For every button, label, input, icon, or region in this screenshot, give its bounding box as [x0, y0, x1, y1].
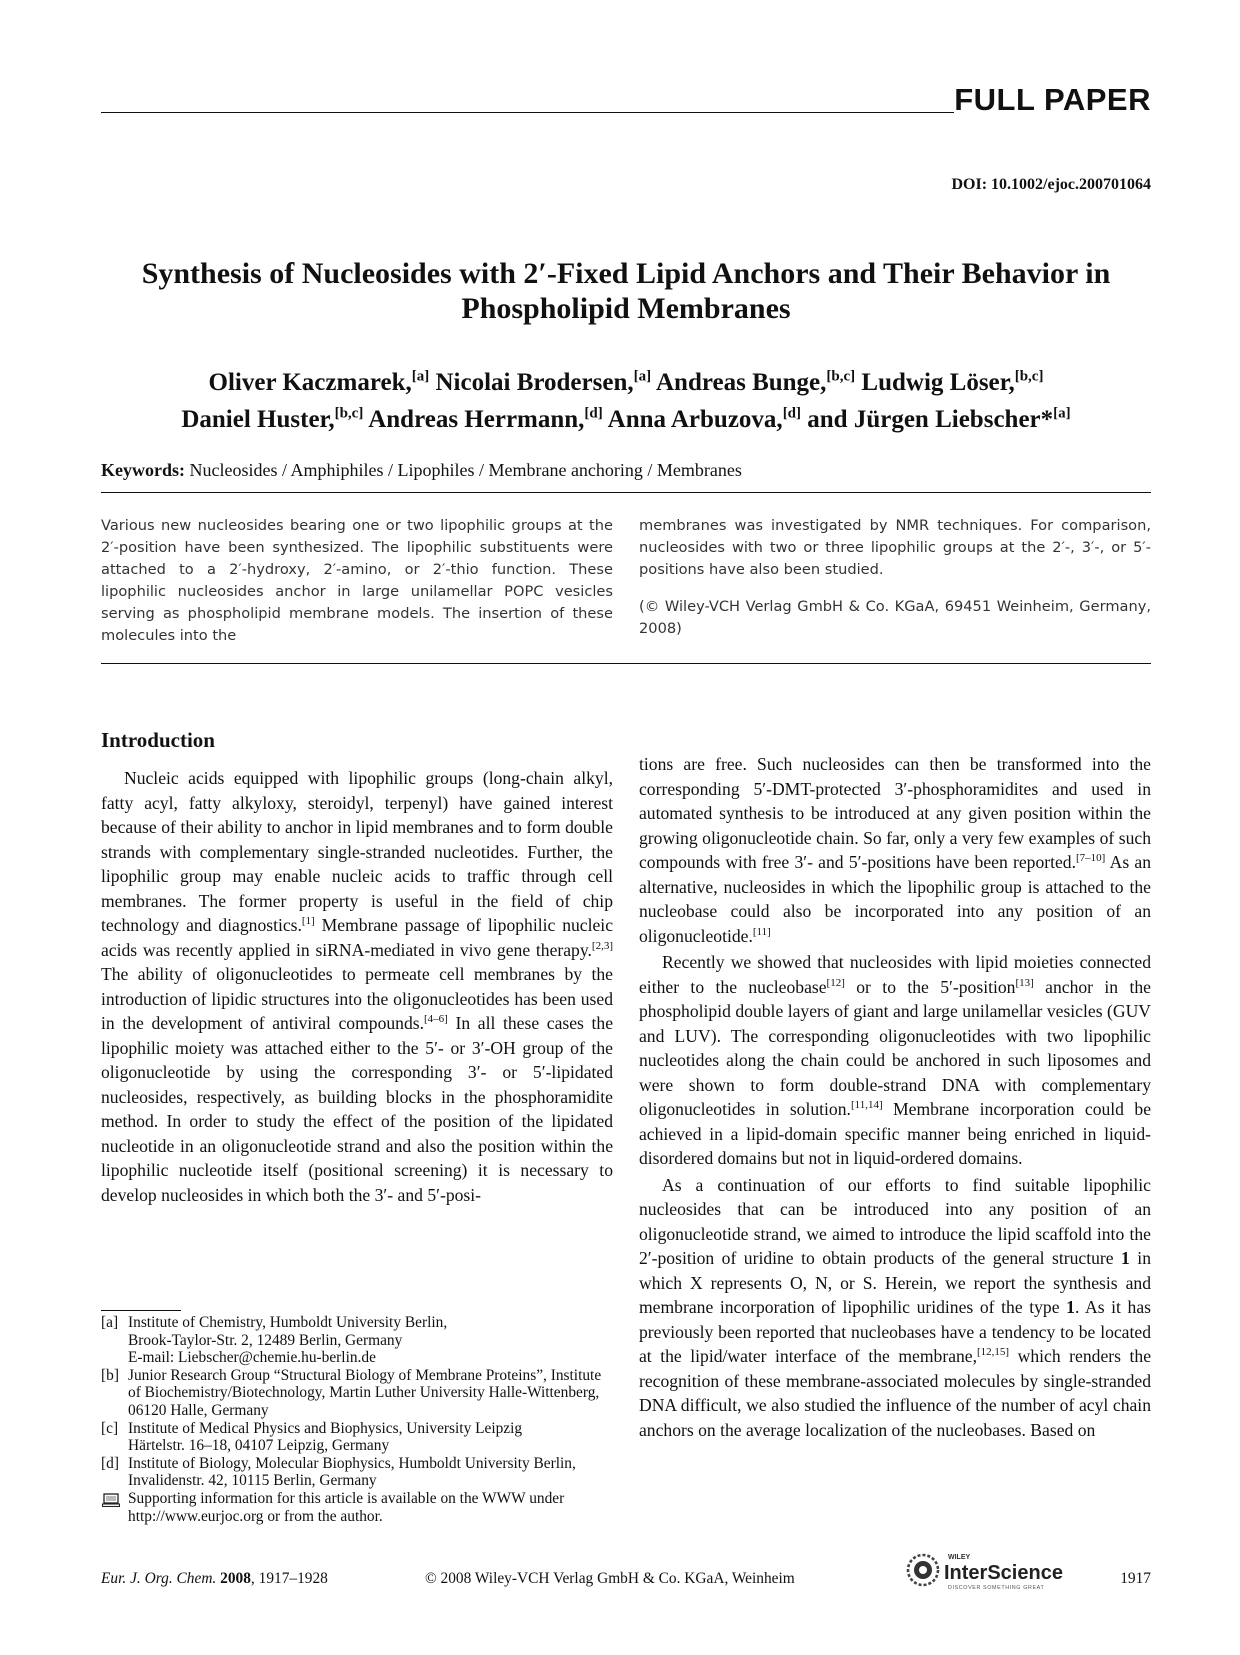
- computer-icon: [102, 1493, 120, 1507]
- footer-copyright: © 2008 Wiley-VCH Verlag GmbH & Co. KGaA, Weinheim: [425, 1570, 795, 1587]
- abstract-bottom-rule: [101, 663, 1151, 664]
- header-rule: [101, 112, 954, 113]
- footnote-rule: [101, 1310, 181, 1311]
- citation[interactable]: [1]: [301, 915, 315, 928]
- affiliation-footnotes: [101, 1314, 613, 1525]
- logo-tagline: DISCOVER SOMETHING GREAT: [948, 1585, 1045, 1591]
- citation[interactable]: [4–6]: [424, 1013, 448, 1026]
- citation[interactable]: [12]: [826, 976, 845, 989]
- keywords-list: Nucleosides / Amphiphiles / Lipophiles / Membrane anchoring / Membranes: [189, 460, 742, 480]
- supporting-information: [101, 1490, 613, 1525]
- author: Daniel Huster,[b,c]: [181, 405, 364, 433]
- citation[interactable]: [13]: [1015, 976, 1034, 989]
- abstract-text-right: membranes was investigated by NMR techniques. For comparison, nucleosides with two or three lipophilic groups at the 2′-, 3′-, or 5′-positions have also been studied.: [639, 517, 1151, 578]
- abstract-copyright: (© Wiley-VCH Verlag GmbH & Co. KGaA, 69451 Weinheim, Germany, 2008): [639, 598, 1151, 637]
- citation[interactable]: [11,14]: [850, 1099, 883, 1112]
- author: and Jürgen Liebscher*[a]: [807, 405, 1071, 433]
- author: Ludwig Löser,[b,c]: [861, 369, 1044, 397]
- journal-year: 2008: [220, 1570, 251, 1587]
- footnote-a: [a] Institute of Chemistry, Humboldt University Berlin, Brook-Taylor-Str. 2, 12489 Berlin, Germany E-mail: Liebscher@chemie.hu-berlin.de: [101, 1314, 613, 1367]
- author: Anna Arbuzova,[d]: [607, 405, 802, 433]
- author: Nicolai Brodersen,[a]: [435, 369, 652, 397]
- journal-name: Eur. J. Org. Chem.: [101, 1570, 217, 1587]
- abstract-left: [101, 515, 613, 647]
- footnote-d: [d] Institute of Biology, Molecular Biophysics, Humboldt University Berlin, Invalidenstr. 42, 10115 Berlin, Germany: [101, 1454, 576, 1490]
- paragraph: As a continuation of our efforts to find suitable lipophilic nucleosides that can be introduced into any position of an oligonucleotide strand, we aimed to introduce the lipid scaffold into the 2′-position of uridine to obtain products of the general structure 1 in which X represents O, N, or S. Herein, we report the synthesis and membrane incorporation of lipophilic uridines of the type 1. As it has previously been reported that nucleobases have a tendency to be located at the lipid/water interface of the membrane,[12,15] which renders the recognition of these membrane-associated molecules by single-stranded DNA difficult, we also studied the influence of the number of acyl chain anchors on the average localization of the nucleobases. Based on: [639, 1174, 1152, 1440]
- author-list: [101, 362, 1151, 435]
- page-number: 1917: [1120, 1570, 1151, 1587]
- citation[interactable]: [7–10]: [1076, 852, 1106, 865]
- footnote-c: [c] Institute of Medical Physics and Biophysics, University Leipzig Härtelstr. 16–18, 04107 Leipzig, Germany: [101, 1419, 523, 1455]
- supporting-info-text[interactable]: Supporting information for this article is available on the WWW under http://www.eurjoc.org or from the author.: [128, 1489, 565, 1525]
- section-label: FULL PAPER: [954, 82, 1151, 117]
- abstract-top-rule: [101, 492, 1151, 493]
- section-heading-introduction: Introduction: [101, 728, 215, 752]
- citation[interactable]: [12,15]: [977, 1346, 1010, 1359]
- footnote-b: [b] Junior Research Group “Structural Biology of Membrane Proteins”, Institute of Biochemistry/Biotechnology, Martin Luther University Halle-Wittenberg, 06120 Halle, Germany: [101, 1366, 602, 1419]
- logo-wiley: WILEY: [948, 1554, 971, 1561]
- author: Oliver Kaczmarek,[a]: [208, 369, 430, 397]
- article-title: Synthesis of Nucleosides with 2′-Fixed Lipid Anchors and Their Behavior in Phospholipid Membranes: [141, 257, 1111, 325]
- body-right-column: [639, 752, 1151, 1442]
- author: Andreas Bunge,[b,c]: [655, 369, 856, 397]
- journal-pages: , 1917–1928: [250, 1570, 328, 1587]
- journal-citation: [101, 1570, 328, 1588]
- paragraph: tions are free. Such nucleosides can then be transformed into the corresponding 5′-DMT-protected 3′-phosphoramidites and used in automated synthesis to be introduced at any given position within the growing oligonucleotide chain. So far, only a very few examples of such compounds with free 3′- and 5′-positions have been reported.[7–10] As an alternative, nucleosides in which the lipophilic group is attached to the nucleobase could also be incorporated into any position of an oligonucleotide.[11]: [639, 754, 1151, 946]
- interscience-logo[interactable]: [904, 1548, 1069, 1592]
- keywords: [101, 460, 742, 481]
- paragraph: Nucleic acids equipped with lipophilic groups (long-chain alkyl, fatty acyl, fatty alkyloxy, steroidyl, terpenyl) have gained interest because of their ability to anchor in lipid membranes and to form double strands with complementary single-stranded nucleotides. Further, the lipophilic group may enable nucleic acids to traffic through cell membranes. The former property is useful in the field of chip technology and diagnostics.[1] Membrane passage of lipophilic nucleic acids was recently applied in siRNA-mediated in vivo gene therapy.[2,3] The ability of oligonucleotides to permeate cell membranes by the introduction of lipidic structures into the oligonucleotides has been used in the development of antiviral compounds.[4–6] In all these cases the lipophilic moiety was attached either to the 5′- or 3′-OH group of the oligonucleotide by using the corresponding 3′- or 5′-lipidated nucleosides, respectively, as building blocks in the phosphoramidite method. In order to study the effect of the position of the lipidated nucleotide in an oligonucleotide strand and also the position within the lipophilic nucleotide itself (positional screening) it is necessary to develop nucleosides in which both the 3′- and 5′-posi-: [101, 768, 614, 1205]
- doi[interactable]: DOI: 10.1002/ejoc.200701064: [951, 176, 1151, 193]
- author: Andreas Herrmann,[d]: [368, 405, 603, 433]
- citation[interactable]: [11]: [752, 925, 771, 938]
- abstract-text-left: Various new nucleosides bearing one or two lipophilic groups at the 2′-position have been synthesized. The lipophilic substituents were attached to a 2′-hydroxy, 2′-amino, or 2′-thio function. These lipophilic nucleosides anchor in large unilamellar POPC vesicles serving as phospholipid membrane models. The insertion of these molecules into the: [101, 517, 613, 644]
- globe-icon: [908, 1555, 938, 1585]
- body-left-column: [101, 766, 613, 1207]
- keywords-label: Keywords:: [101, 460, 185, 480]
- abstract-right: [639, 515, 1151, 640]
- logo-interscience: InterScience: [944, 1562, 1063, 1584]
- citation[interactable]: [2,3]: [591, 939, 613, 952]
- paragraph: Recently we showed that nucleosides with lipid moieties connected either to the nucleobase[12] or to the 5′-position[13] anchor in the phospholipid double layers of giant and large unilamellar vesicles (GUV and LUV). The corresponding oligonucleotides with two lipophilic nucleotides along the chain could be anchored in such liposomes and were shown to form double-strand DNA with complementary oligonucleotides in solution.[11,14] Membrane incorporation could be achieved in a lipid-domain specific manner being enriched in liquid-disordered domains but not in liquid-ordered domains.: [639, 952, 1152, 1168]
- email-link[interactable]: E-mail: Liebscher@chemie.hu-berlin.de: [128, 1349, 376, 1367]
